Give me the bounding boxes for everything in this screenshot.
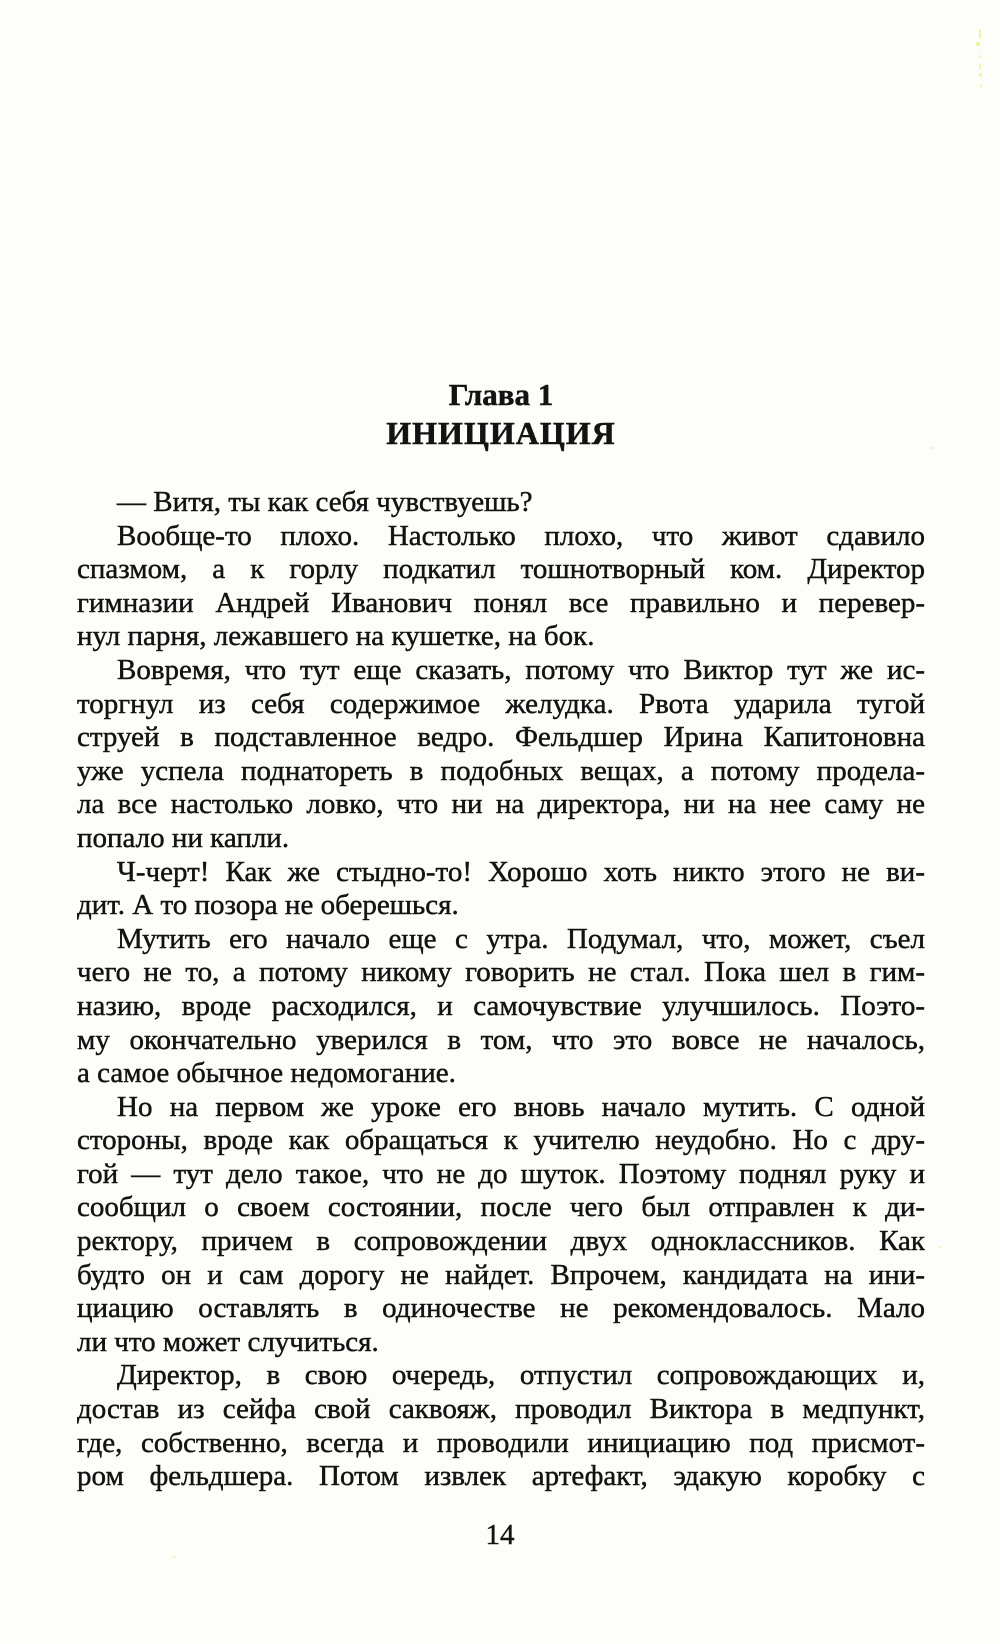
text-line: гой — тут дело такое, что не до шуток. Поэтому поднял руку и <box>77 1157 925 1190</box>
text-line: Мутить его начало еще с утра. Подумал, что, может, съел <box>117 922 925 955</box>
text-line: ли что может случиться. <box>77 1325 379 1358</box>
text-line: достав из сейфа свой саквояж, проводил Виктора в медпункт, <box>77 1393 925 1426</box>
text-line: струей в подставленное ведро. Фельдшер Ирина Капитоновна <box>77 721 925 754</box>
text-line: где, собственно, всегда и проводили инициацию под присмот- <box>77 1426 925 1459</box>
text-line: дит. А то позора не оберешься. <box>77 889 459 922</box>
scan-artifact <box>976 42 980 46</box>
scan-artifact <box>979 29 981 39</box>
text-line: чего не то, а потому никому говорить не стал. Пока шел в гим- <box>77 956 925 989</box>
chapter-label: Глава 1 <box>448 377 554 412</box>
text-line: Ч-черт! Как же стыдно-то! Хорошо хоть никто этого не ви- <box>117 855 925 888</box>
text-line: уже успела поднатореть в подобных вещах, а потому продела- <box>77 754 925 787</box>
text-line: а самое обычное недомогание. <box>77 1057 456 1090</box>
text-line: му окончательно уверился в том, что это вовсе не началось, <box>77 1023 925 1056</box>
body-text <box>77 486 925 1494</box>
text-line: назию, вроде расходился, и самочувствие улучшилось. Поэто- <box>77 989 925 1022</box>
text-line: гимназии Андрей Иванович понял все правильно и перевер- <box>77 586 925 619</box>
text-line: — Витя, ты как себя чувствуешь? <box>117 486 533 518</box>
text-line: спазмом, а к горлу подкатил тошнотворный ком. Директор <box>77 553 925 586</box>
text-line: нул парня, лежавшего на кушетке, на бок. <box>77 620 595 653</box>
paragraph <box>77 520 925 654</box>
text-line: торгнул из себя содержимое желудка. Рвота ударила тугой <box>77 687 925 720</box>
text-line: ром фельдшера. Потом извлек артефакт, эдакую коробку с <box>77 1460 925 1493</box>
text-line: попало ни капли. <box>77 821 290 854</box>
paragraph <box>77 486 925 520</box>
scan-artifact <box>979 64 981 69</box>
text-line: Вообще-то плохо. Настолько плохо, что живот сдавило <box>117 519 925 552</box>
scan-artifact <box>172 1556 176 1558</box>
paragraph <box>77 856 925 923</box>
scan-artifact <box>938 1246 941 1248</box>
text-line: ректору, причем в сопровождении двух одноклассников. Как <box>77 1225 925 1258</box>
text-line: Вовремя, что тут еще сказать, потому что Виктор тут же ис- <box>117 653 925 686</box>
text-line: Директор, в свою очередь, отпустил сопровождающих и, <box>117 1359 925 1392</box>
scan-artifact <box>979 73 982 77</box>
scan-artifact <box>979 55 981 58</box>
text-line: Но на первом же уроке его вновь начало мутить. С одной <box>117 1090 925 1123</box>
paragraph <box>77 654 925 856</box>
scan-artifact <box>980 84 982 87</box>
chapter-title: ИНИЦИАЦИЯ <box>386 415 616 451</box>
text-line: циацию оставлять в одиночестве не рекомендовалось. Мало <box>77 1292 925 1325</box>
text-line: будто он и сам дорогу не найдет. Впрочем, кандидата на ини- <box>77 1258 925 1291</box>
text-line: сообщил о своем состоянии, после чего был отправлен к ди- <box>77 1191 925 1224</box>
paragraph <box>77 923 925 1091</box>
page-number: 14 <box>485 1519 515 1551</box>
text-line: стороны, вроде как обращаться к учителю неудобно. Но с дру- <box>77 1124 925 1157</box>
scan-artifact <box>930 447 934 449</box>
paragraph <box>77 1091 925 1360</box>
chapter-heading <box>77 376 925 452</box>
paragraph <box>77 1359 925 1493</box>
text-line: ла все настолько ловко, что ни на директора, ни на нее саму не <box>77 788 925 821</box>
